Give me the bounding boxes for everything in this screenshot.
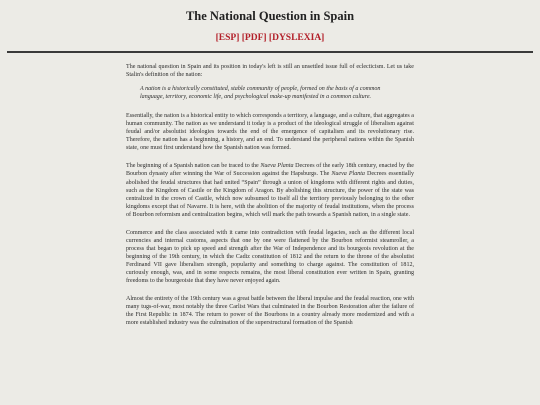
header-divider	[7, 51, 533, 53]
page-title: The National Question in Spain	[185, 9, 355, 23]
paragraph-19th-century: Almost the entirety of the 19th century was a great battle between the liberal impulse and the feudal reaction, one with many tugs-of-war, most notably the three Carlist Wars that culminated in the Bourbon Restoration after the failure of the First Republic in 1874. The return to power of the Bourbons in a country already more modernized and with a more established industry was the culmination of the superstructural formation of the Spanish	[126, 296, 414, 327]
text-fragment: Decrees essentially abolished the feudal structures that had united “Spain” through a union of kingdoms with different rights and duties, such as the Kingdom of Castile or the Kingdom of Aragon. By abolishing this structure, the power of the state was centralized in the crown of Castile, which now subsumed to itself all the territory previously belonging to the other kingdoms except that of Navarre. It is here, with the abolition of the majority of feudal institutions, when the process of Bourbon reformism and centralization begins, which will mark the path towards a Spanish nation, in a single state.	[126, 171, 414, 218]
pdf-link[interactable]: [PDF]	[241, 33, 267, 43]
emphasis-nueva-planta: Nueva Planta	[260, 163, 294, 170]
dyslexia-link[interactable]: [DYSLEXIA]	[268, 33, 325, 43]
paragraph-intro: The national question in Spain and its position in today's left is still an unsettled issue full of eclecticism. Let us take Stalin's definition of the nation:	[126, 64, 414, 79]
page-header	[0, 0, 540, 53]
emphasis-nueva-planta: Nueva Planta	[331, 171, 365, 178]
paragraph-nueva-planta	[126, 162, 414, 218]
text-fragment: The beginning of a Spanish nation can be traced to the	[126, 163, 261, 170]
paragraph-commerce: Commerce and the class associated with it came into contradiction with feudal legacies, such as the different local currencies and internal customs, aspects that one by one were flattened by the Bourbon reformist steamroller, a process that began to pick up speed and strength after the War of Independence and its bourgeois revolution at the beginning of the 19th century, in which the Cadiz constitution of 1812 and the return to the throne of the absolutist Ferdinand VII gave liberalism strength, popularity and something to charge against. The constitution of 1812, curiously enough, was, and in some respects remains, the most liberal constitution ever written in Spain, granting freedoms to the bourgeoisie that they have never enjoyed again.	[126, 229, 414, 285]
article-body	[126, 63, 414, 327]
stalin-quote: A nation is a historically constituted, stable community of people, formed on the basis of a common language, territory, economic life, and psychological make-up manifested in a common culture.	[140, 86, 381, 101]
spanish-version-link[interactable]: [ESP]	[215, 33, 240, 43]
paragraph-nation-definition: Essentially, the nation is a historical entity to which corresponds a territory, a language, and a culture, that aggregates a human community. The nation as we understand it today is a product of the ideological struggle of liberalism against feudal and/or absolutist ideologies towards the end of the emergence of capitalism and its revolutionary rise. Therefore, the nation has a beginning, a history, and an end. To understand the peripheral nations within the Spanish state, one must first understand how the Spanish nation was formed.	[126, 113, 414, 152]
format-links	[0, 32, 540, 44]
text-fragment: Decrees of the early 18th century, enacted by the Bourbon dynasty after winning the War of Succession against the Hapsburgs. The	[126, 163, 414, 178]
